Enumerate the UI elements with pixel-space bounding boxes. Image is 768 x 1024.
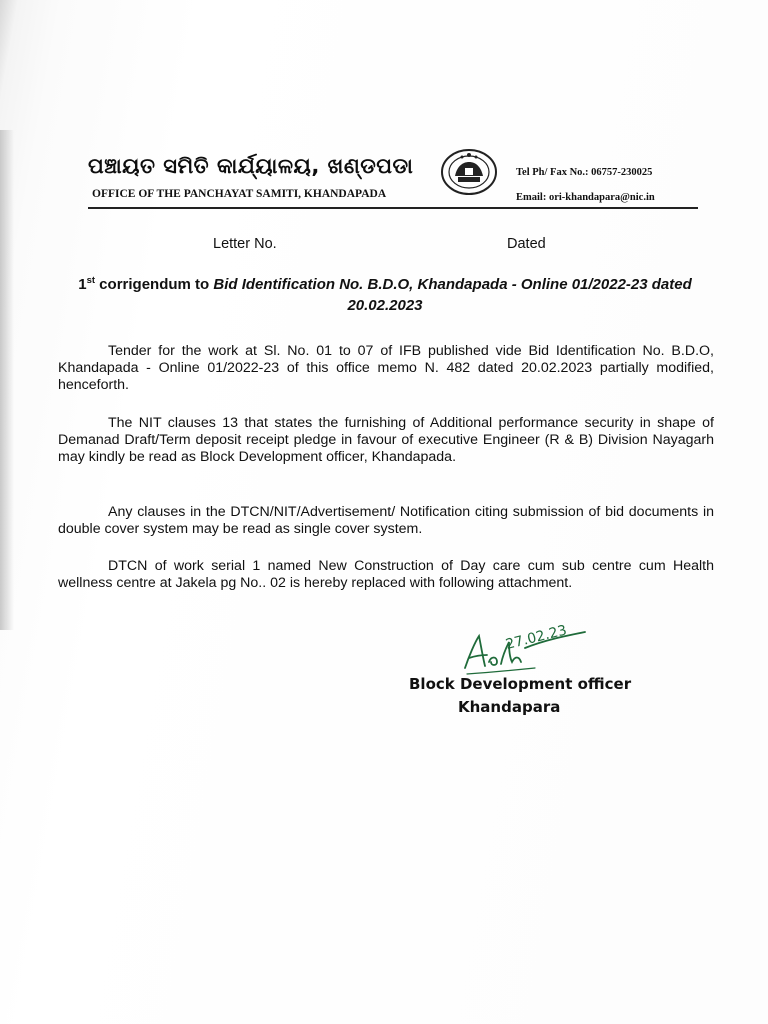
signatory-place: Khandapara: [458, 698, 561, 716]
paragraph-2: [58, 415, 714, 466]
odisha-state-emblem-icon: [438, 146, 500, 196]
office-name: OFFICE OF THE PANCHAYAT SAMITI, KHANDAPADA: [92, 188, 387, 200]
subject-ordinal-suffix: st: [86, 275, 96, 286]
subject-ordinal: 1: [78, 276, 87, 293]
paragraph-4: [58, 558, 714, 592]
paragraph-3: [58, 504, 714, 538]
header-divider: [88, 207, 698, 209]
dated-label: Dated: [507, 236, 546, 252]
paragraph-1: [58, 343, 714, 394]
signatory-designation: Block Development officer: [409, 675, 632, 693]
paragraph-text: The NIT clauses 13 that states the furnishing of Additional performance security in shape of Demanad Draft/Term deposit receipt pledge in favour of executive Engineer (R & B) Division Nayagarh may kindly be read as Block Development officer, Khandapada.: [58, 415, 714, 465]
paragraph-text: Any clauses in the DTCN/NIT/Advertisement/ Notification citing submission of bid documents in double cover system may be read as single cover system.: [58, 504, 714, 537]
tel-fax-number: Tel Ph/ Fax No.: 06757-230025: [516, 167, 653, 178]
letter-number-label: Letter No.: [213, 236, 277, 252]
subject-lead: corrigendum to: [95, 276, 214, 293]
paragraph-text: Tender for the work at Sl. No. 01 to 07 of IFB published vide Bid Identification No. B.D.O, Khandapada - Online 01/2022-23 of this office memo N. 482 dated 20.02.2023 partially modified, henceforth.: [58, 343, 714, 393]
subject-bid-id: Bid Identification No. B.D.O, Khandapada - Online 01/2022-23 dated 20.02.2023: [213, 276, 692, 314]
signature-date: 27.02.23: [504, 622, 569, 653]
letterhead: [88, 146, 700, 210]
subject-heading: [60, 270, 710, 316]
paragraph-text: DTCN of work serial 1 named New Construction of Day care cum sub centre cum Health wellness centre at Jakela pg No.. 02 is hereby replaced with following attachment.: [58, 558, 714, 591]
odia-office-title: ପଞ୍ଚାୟତ ସମିତି କାର୍ଯ୍ୟାଳୟ, ଖଣ୍ଡପଡା: [88, 154, 414, 178]
office-email: Email: ori-khandapara@nic.in: [516, 192, 655, 203]
page-edge-shadow: [0, 130, 14, 630]
